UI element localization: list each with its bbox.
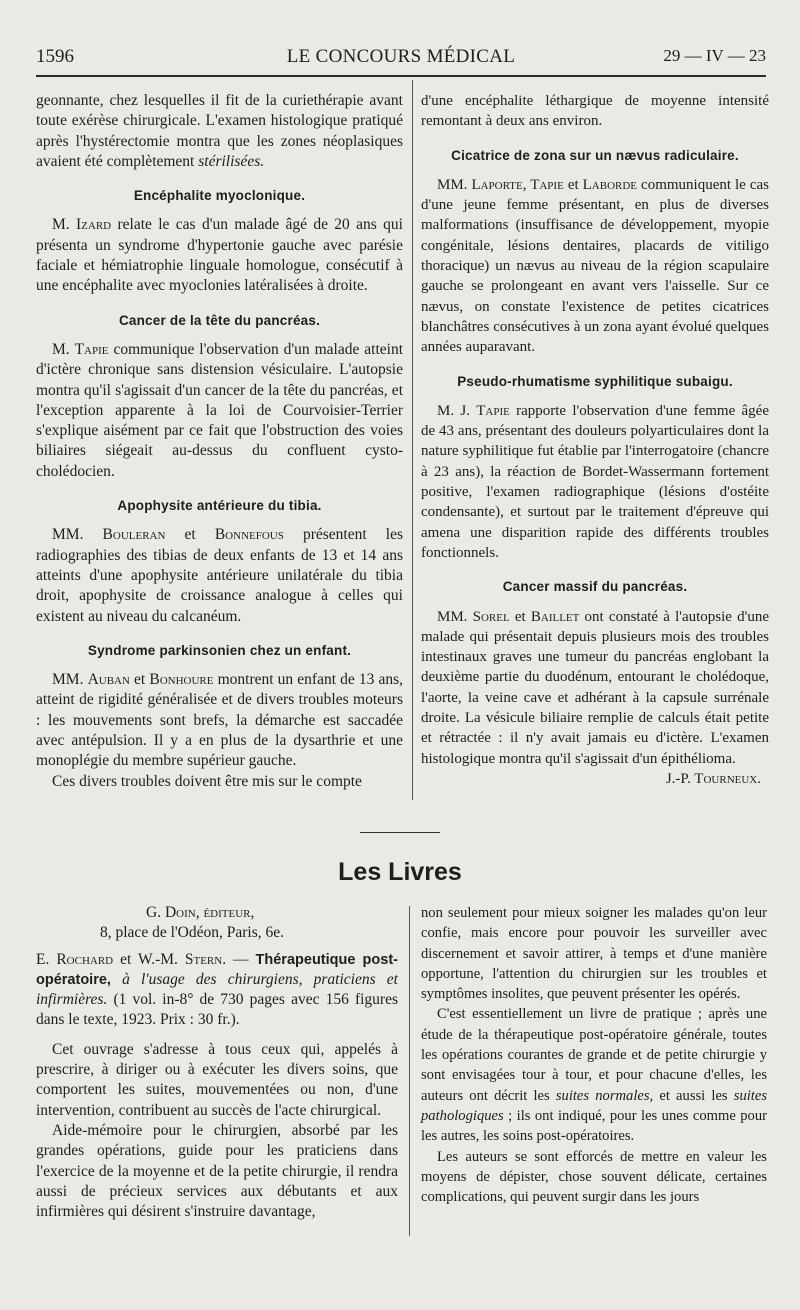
section-body: MM. Bouleran et Bonnefous présentent les radiographies des tibias de deux enfants de 13 et 14 ans atteints d'une apophysite antérieure unilatérale du tibia droit, apophysite de croissance analogue à celles qui existent au niveau du calcanéum. bbox=[36, 526, 403, 625]
header-rule bbox=[36, 75, 766, 77]
publisher-address: 8, place de l'Odéon, Paris, 6e. bbox=[100, 924, 285, 942]
author-name: Stern bbox=[184, 950, 223, 968]
review-paragraph: non seulement pour mieux soigner les malades qu'on leur confie, mais encore pour pouvoir les surveiller avec discernement et savoir attirer, à temps et d'une manière opportune, l'attention du chirurgien sur les troubles et symptômes insolites, que peuvent présenter les opérés. bbox=[421, 905, 767, 1003]
column-divider bbox=[412, 80, 413, 800]
review-paragraph: Aide-mémoire pour le chirurgien, absorbé par les grandes opérations, guide pour les praticiens dans l'exercice de la moyenne et de la petite chirurgie, il rendra aussi de précieux services aux débutants et aux infirmières qui désirent s'instruire davantage, bbox=[36, 1121, 398, 1221]
books-right-column bbox=[421, 903, 767, 1207]
section-body-continued: Ces divers troubles doivent être mis sur le compte bbox=[52, 772, 362, 790]
publisher-name: G. Doin, éditeur, bbox=[146, 904, 255, 921]
section-body: MM. Sorel et Baillet ont constaté à l'autopsie d'une malade qui présentait depuis plusieurs mois des troubles intestinaux graves une tumeur du pancréas englobant la deuxième partie du duodénum, entourant le cholédoque, l'aorte, la veine cave et adhérant à la capsule surrénale droite. La vésicule biliaire remplie de calculs était petite et rétractée : il n'y avait jamais eu d'ictère. L'examen histologique montra qu'il s'agissait d'un épithélioma. bbox=[421, 608, 769, 767]
author-name: Laborde bbox=[582, 176, 638, 193]
section-heading: Syndrome parkinsonien chez un enfant. bbox=[87, 642, 352, 658]
books-left-column bbox=[36, 903, 398, 1222]
section-heading: Apophysite antérieure du tibia. bbox=[117, 498, 322, 514]
journal-title: LE CONCOURS MÉDICAL bbox=[286, 46, 516, 67]
left-intro-italic: stérilisées. bbox=[198, 152, 265, 170]
left-column bbox=[36, 91, 403, 792]
right-column bbox=[421, 91, 769, 789]
review-paragraph: Les auteurs se sont efforcés de mettre en valeur les moyens de dépister, chose souvent délicate, certaines complications, qui peuvent surgir dans les jours bbox=[421, 1148, 767, 1206]
section-heading: Pseudo-rhumatisme syphilitique subaigu. bbox=[457, 373, 733, 389]
review-paragraph: C'est essentiellement un livre de pratique ; après une étude de la thérapeutique post-opératoire générale, toutes les opérations courantes de grande et de petite chirurgie y sont envisagées tour à tour, et pour chacune d'elles, les auteurs ont décrit les suites normales, et aussi les suites pathologiques ; ils ont indiqué, pour les unes comme pour les autres, les soins post-opératoires. bbox=[421, 1006, 768, 1145]
issue-date: 29 — IV — 23 bbox=[663, 46, 766, 65]
books-column-divider bbox=[409, 906, 410, 1236]
author-name: Rochard bbox=[56, 950, 114, 968]
books-section-title: Les Livres bbox=[338, 858, 462, 886]
author-name: Bonnefous bbox=[214, 526, 284, 544]
right-intro: d'une encéphalite léthargique de moyenne intensité remontant à deux ans environ. bbox=[421, 93, 769, 130]
author-name: Tapie bbox=[476, 402, 510, 419]
section-body: M. Izard relate le cas d'un malade âgé de 20 ans qui présenta un syndrome d'hypertonie gauche avec parésie faciale et hémiatrophie linguale homologue, consécutif à une encéphalite avec myoclonies latéralisées à droite. bbox=[36, 216, 403, 295]
book-title: Thérapeutique post-opératoire, bbox=[36, 951, 398, 988]
page-number: 1596 bbox=[36, 46, 74, 67]
author-name: Laporte, Tapie bbox=[471, 176, 564, 193]
section-heading: Cicatrice de zona sur un nævus radiculaire. bbox=[451, 147, 739, 163]
signature: J.-P. Tourneux. bbox=[665, 770, 761, 787]
review-paragraph: Cet ouvrage s'adresse à tous ceux qui, appelés à prescrire, à diriger ou à exécuter les divers soins, que comportent les suites, mouvementées ou non, d'une intervention, contribuent au succès de l'acte chirurgical. bbox=[36, 1040, 398, 1119]
left-intro: geonnante, chez lesquelles il fit de la curiethérapie avant toute exérèse chirurgicale. L'examen histologique pratiqué après l'hystérectomie montra que les zones néoplasiques avaient été complètement stérilisées. bbox=[36, 92, 403, 170]
author-name: Bouleran bbox=[102, 526, 166, 544]
book-subtitle: à l'usage des chirurgiens, praticiens et infirmières. bbox=[36, 970, 398, 1009]
author-name: Izard bbox=[76, 216, 112, 234]
author-name: Bonhoure bbox=[149, 671, 214, 689]
book-reference: E. Rochard et W.-M. Stern. — Thérapeutique post-opératoire, à l'usage des chirurgiens, praticiens et infirmières. (1 vol. in-8° de 730 pages avec 156 figures dans le texte, 1923. Prix : 30 fr.). bbox=[36, 950, 398, 1029]
author-name: Tapie bbox=[74, 340, 109, 358]
section-heading: Encéphalite myoclonique. bbox=[133, 188, 306, 204]
page-header bbox=[36, 46, 766, 72]
section-heading: Cancer de la tête du pancréas. bbox=[118, 312, 321, 328]
author-name: Sorel bbox=[472, 608, 510, 625]
section-body: M. Tapie communique l'observation d'un malade atteint d'ictère chronique sans distension vésiculaire. L'autopsie montra qu'il s'agissait d'un cancer de la tête du pancréas, et l'exception apparente à la loi de Courvoisier-Terrier s'explique aisément par ce fait que l'obstruction des voies biliaires siégeait au-dessus du confluent cysto-cholédocien. bbox=[36, 340, 403, 480]
author-name: Baillet bbox=[530, 608, 580, 625]
section-body: MM. Laporte, Tapie et Laborde communiquent le cas d'une jeune femme présentant, en plus de diverses malformations (insuffisance de développement, myopie congénitale, lésions dentaires, placards de vitiligo thoracique) un nævus au niveau de la région scapulaire gauche se prolongeant en avant vers l'aisselle. Sur ce nævus, on constate l'existence de petites cicatrices blanchâtres consécutives à un zona ayant évolué quelques années auparavant. bbox=[421, 176, 769, 356]
section-body: M. J. Tapie rapporte l'observation d'une femme âgée de 43 ans, présentant des douleurs polyarticulaires dont la nature syphilitique fut établie par l'interrogatoire (chancre à 23 ans), la réaction de Bordet-Wassermann fortement positive, l'examen radiographique (lésions d'ostéite condensante), et surtout par le traitement d'épreuve qui amena une disparition rapide des différents troubles fonctionnels. bbox=[421, 402, 769, 561]
author-name: Auban bbox=[87, 671, 130, 689]
section-heading: Cancer massif du pancréas. bbox=[502, 579, 688, 595]
section-separator bbox=[360, 832, 440, 833]
section-body: MM. Auban et Bonhoure montrent un enfant de 13 ans, atteint de rigidité généralisée et de divers troubles moteurs : les mouvements sont brefs, la démarche est saccadée avec antépulsion. Il y a en plus de la dysarthrie et une monoplégie du membre supérieur gauche. bbox=[36, 671, 404, 770]
